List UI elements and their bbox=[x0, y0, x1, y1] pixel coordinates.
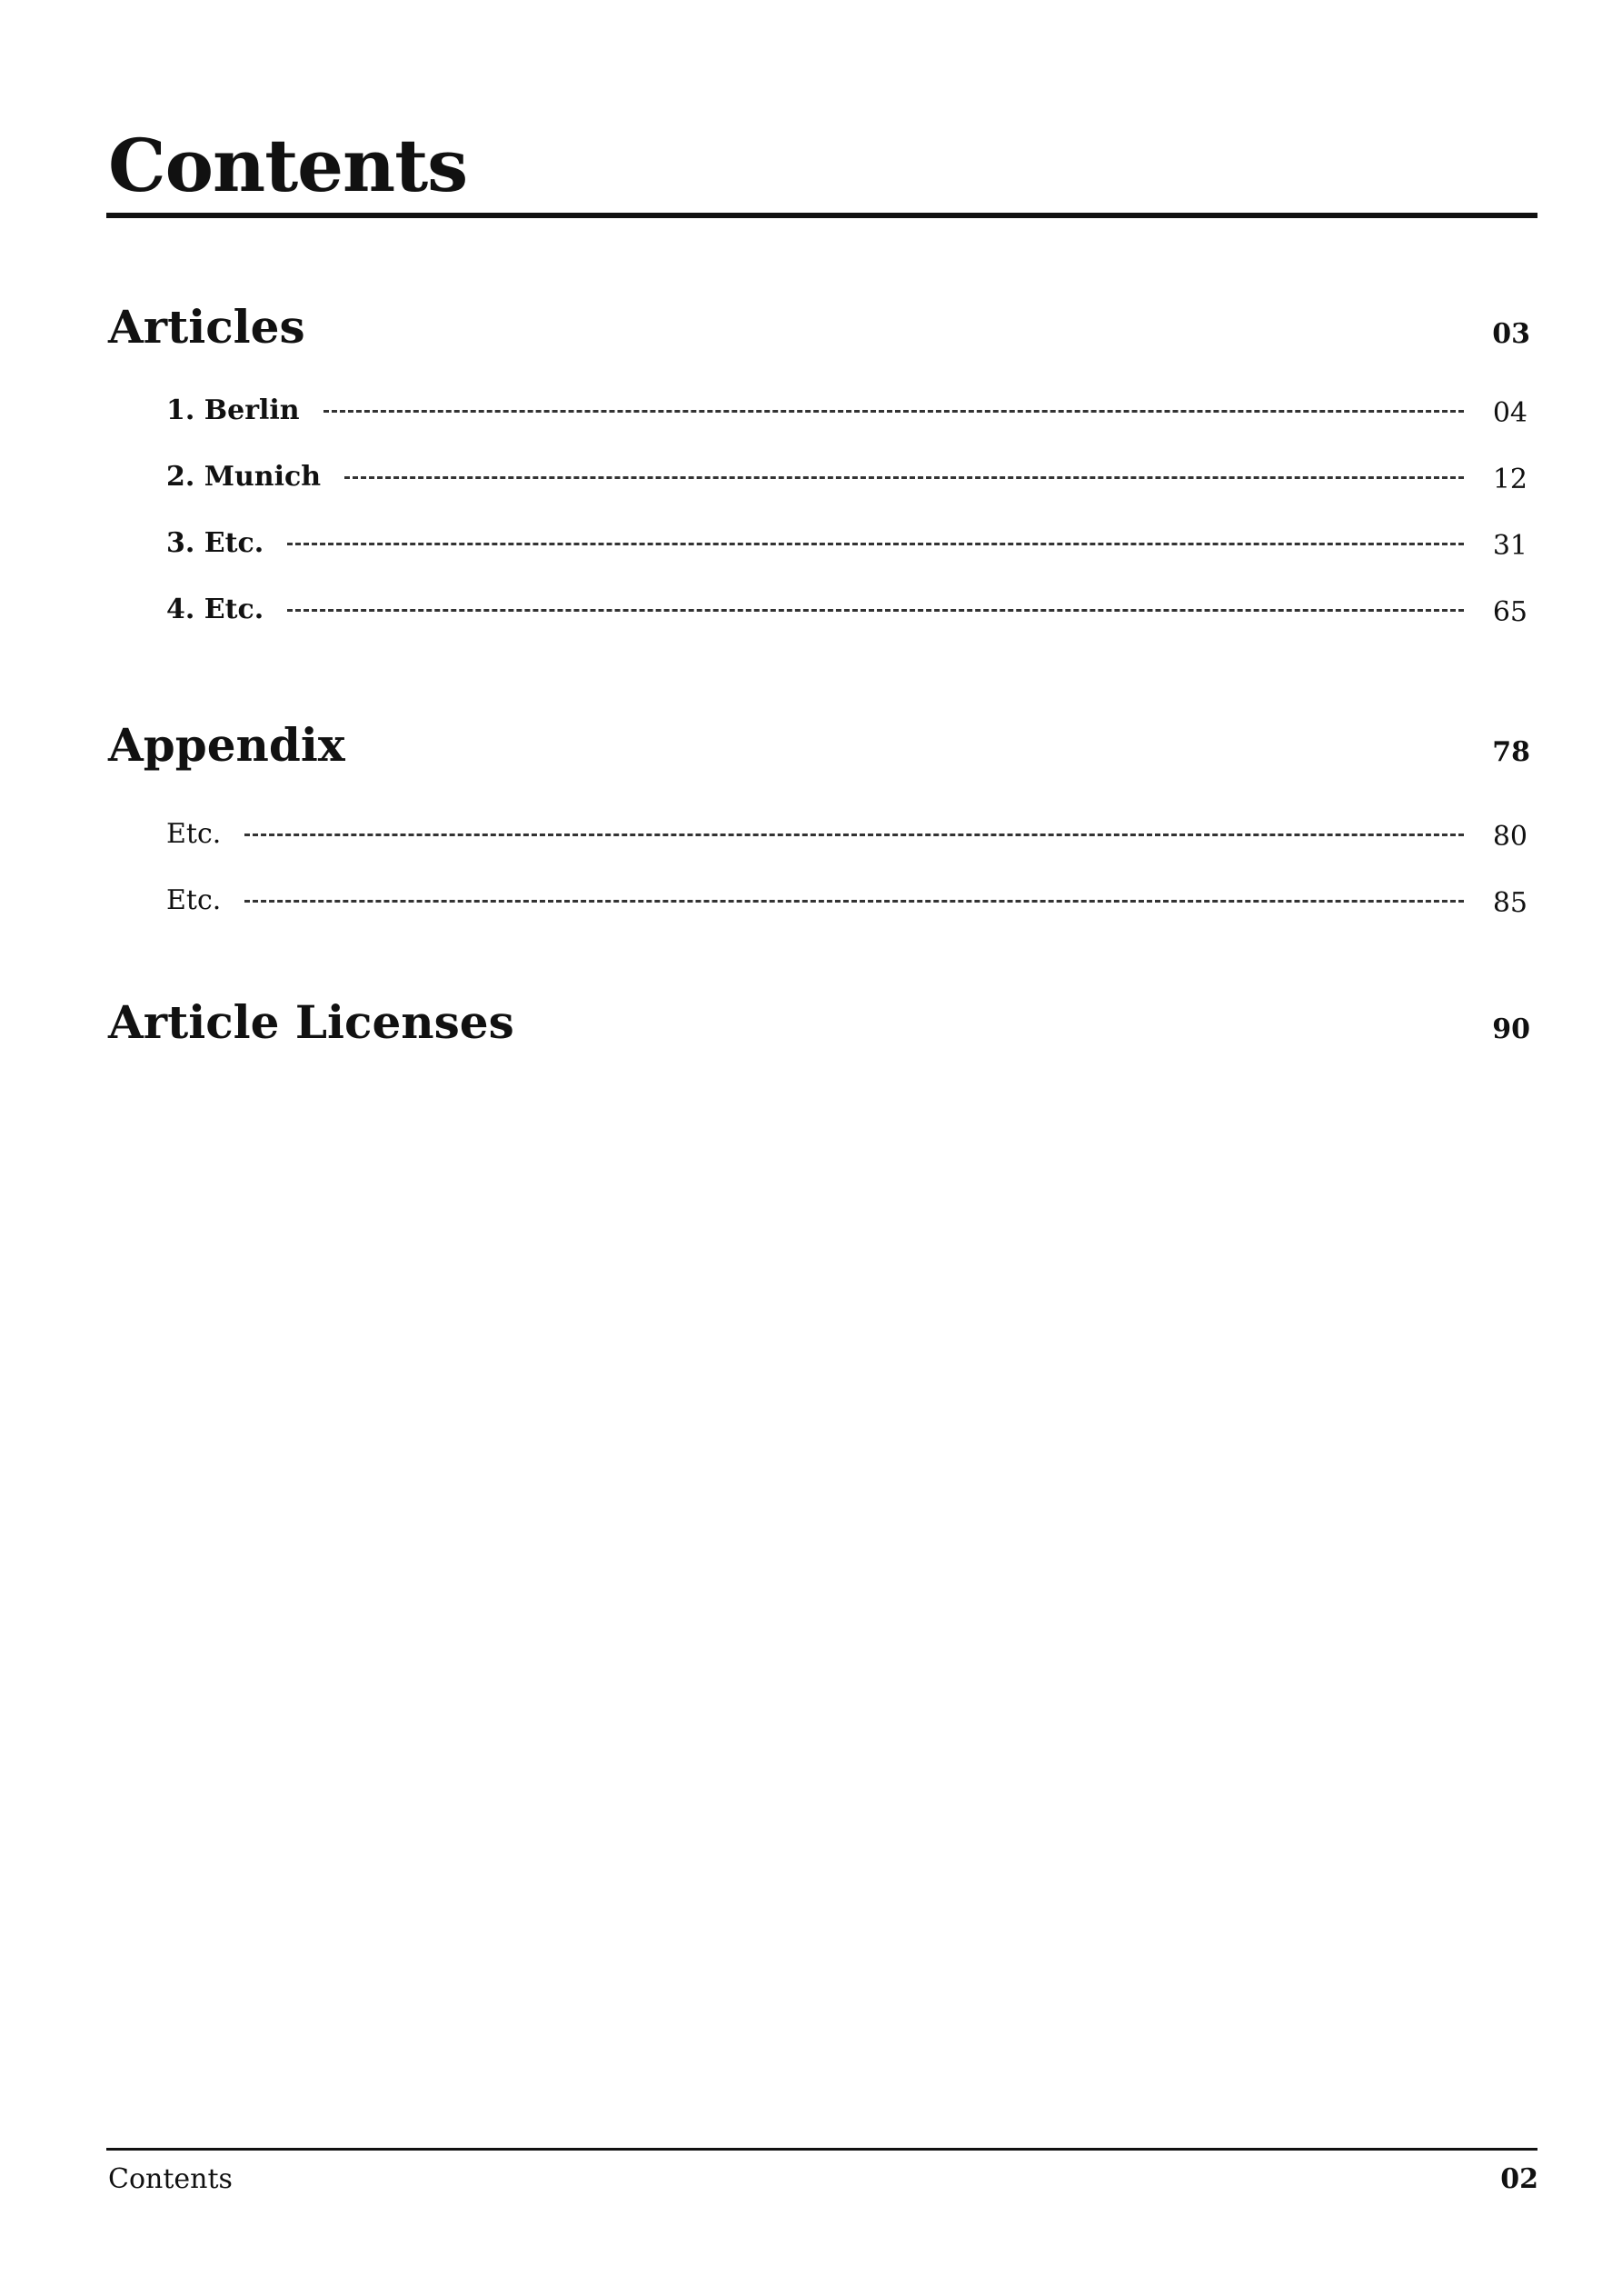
dotted-leader bbox=[287, 609, 1464, 612]
toc-entry-label: 1. Berlin bbox=[166, 394, 300, 426]
section-articles[interactable] bbox=[108, 300, 1530, 354]
toc-entry-page: 65 bbox=[1492, 595, 1527, 628]
toc-entry-page: 12 bbox=[1492, 463, 1527, 495]
section-title: Articles bbox=[108, 300, 305, 354]
toc-entry-page: 85 bbox=[1492, 886, 1527, 919]
toc-entry-etc-4[interactable] bbox=[166, 591, 1527, 627]
toc-entry-etc-3[interactable] bbox=[166, 524, 1527, 561]
footer-page-number: 02 bbox=[1500, 2163, 1538, 2195]
section-article-licenses[interactable] bbox=[108, 995, 1530, 1050]
title-rule bbox=[106, 213, 1537, 218]
toc-entry-label: 2. Munich bbox=[166, 460, 322, 493]
toc-entry-munich[interactable] bbox=[166, 458, 1527, 494]
toc-entry-appendix-etc-2[interactable] bbox=[166, 882, 1527, 918]
toc-entry-label: Etc. bbox=[166, 817, 222, 850]
toc-entry-page: 04 bbox=[1492, 396, 1527, 429]
toc-entry-label: 3. Etc. bbox=[166, 526, 264, 559]
toc-entry-label: 4. Etc. bbox=[166, 593, 264, 625]
toc-entry-berlin[interactable] bbox=[166, 392, 1527, 428]
section-title: Article Licenses bbox=[108, 995, 514, 1049]
page-title: Contents bbox=[108, 123, 468, 208]
section-title: Appendix bbox=[108, 718, 345, 772]
dotted-leader bbox=[244, 900, 1464, 903]
toc-entry-page: 31 bbox=[1492, 529, 1527, 562]
toc-entry-appendix-etc-1[interactable] bbox=[166, 815, 1527, 852]
dotted-leader bbox=[244, 834, 1464, 836]
dotted-leader bbox=[323, 410, 1464, 413]
dotted-leader bbox=[344, 476, 1464, 479]
toc-entry-label: Etc. bbox=[166, 883, 222, 916]
footer-rule bbox=[106, 2148, 1537, 2151]
section-appendix[interactable] bbox=[108, 718, 1530, 773]
section-page-number: 03 bbox=[1492, 318, 1530, 350]
toc-entry-page: 80 bbox=[1492, 820, 1527, 853]
section-page-number: 90 bbox=[1492, 1013, 1530, 1045]
section-page-number: 78 bbox=[1492, 736, 1530, 768]
dotted-leader bbox=[287, 543, 1464, 545]
footer-title: Contents bbox=[108, 2163, 233, 2195]
